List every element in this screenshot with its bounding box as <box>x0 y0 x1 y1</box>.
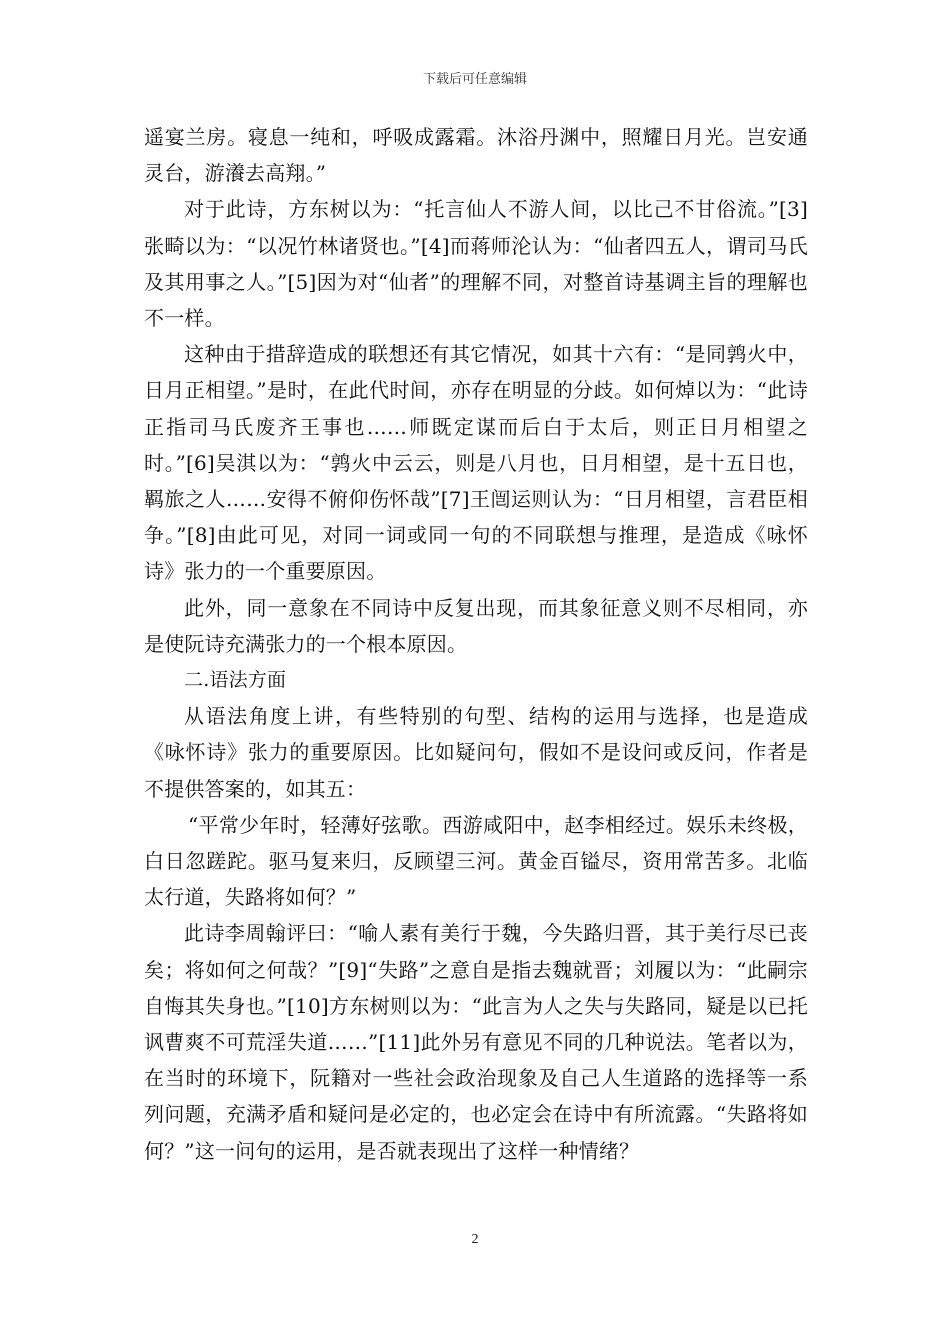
page-header: 下载后可任意编辑 <box>422 72 527 87</box>
paragraph-poem-quote: “平常少年时，轻薄好弦歌。西游咸阳中，赵李相经过。娱乐未终极，白日忽蹉跎。驱马复来归，反顾望三河。黄金百镒尽，资用常苦多。北临太行道，失路将如何？” <box>144 812 808 910</box>
paragraph-grammar: 从语法角度上讲，有些特别的句型、结构的运用与选择，也是造成《咏怀诗》张力的重要原因。比如疑问句，假如不是设问或反问，作者是不提供答案的，如其五： <box>144 704 808 801</box>
document-body <box>144 119 808 1169</box>
paragraph-interpretations: 对于此诗，方东树以为：“托言仙人不游人间，以比己不甘俗流。”[3]张畸以为：“以况竹林诸贤也。”[4]而蒋师沦认为：“仙者四五人，谓司马氏及其用事之人。”[5]因为对“仙者”的理解不同，对整首诗基调主旨的理解也不一样。 <box>144 197 808 331</box>
section-heading-grammar: 二.语法方面 <box>184 669 287 692</box>
paragraph-imagery: 此外，同一意象在不同诗中反复出现，而其象征意义则不尽相同，亦是使阮诗充满张力的一个根本原因。 <box>144 595 808 656</box>
paragraph-poem-continuation: 遥宴兰房。寝息一纯和，呼吸成露霜。沐浴丹渊中，照耀日月光。岂安通灵台，游瀁去高翔。” <box>144 125 808 186</box>
paragraph-commentary: 此诗李周翰评曰：“喻人素有美行于魏，今失路归晋，其于美行尽已丧矣；将如何之何哉？”[9]“失路”之意自是指去魏就晋；刘履以为：“此嗣宗自悔其失身也。”[10]方东树则以为：“此言为人之失与失路同，疑是以已托讽曹爽不可荒淫失道……”[11]此外另有意见不同的几种说法。笔者以为，在当时的环境下，阮籍对一些社会政治现象及自己人生道路的选择等一系列问题，充满矛盾和疑问是必定的，也必定会在诗中有所流露。“失路将如何？”这一问句的运用，是否就表现出了这样一种情绪？ <box>144 921 808 1163</box>
paragraph-associations: 这种由于措辞造成的联想还有其它情况，如其十六有：“是同鹑火中，日月正相望。”是时，在此代时间，亦存在明显的分歧。如何焯以为：“此诗正指司马氏废齐王事也……师既定谋而后白于太后，则正日月相望之时。”[6]吴淇以为：“鹑火中云云，则是八月也，日月相望，是十五日也，羁旅之人……安得不俯仰伤怀哉”[7]王闿运则认为：“日月相望，言君臣相争。”[8]由此可见，对同一词或同一句的不同联想与推理，是造成《咏怀诗》张力的一个重要原因。 <box>144 342 808 584</box>
page-number: 2 <box>471 1232 479 1247</box>
